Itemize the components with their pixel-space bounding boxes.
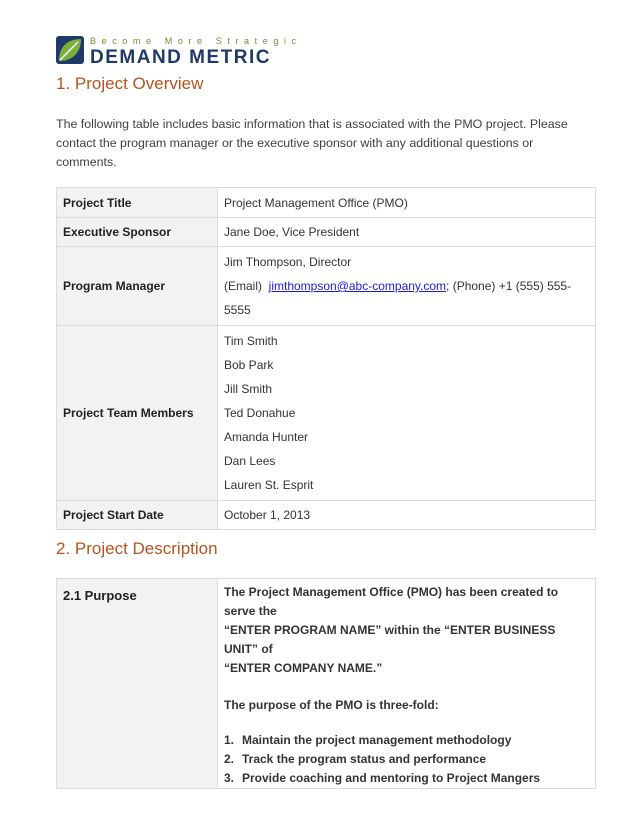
step-text: Maintain the project management methodology [242, 733, 512, 747]
project-description-table [56, 578, 596, 789]
manager-phone: ; (Phone) +1 (555) 555-5555 [224, 279, 572, 317]
team-member: Amanda Hunter [224, 430, 309, 444]
section-heading-overview: 1. Project Overview [56, 74, 204, 93]
table-row [57, 579, 596, 789]
project-title-value: Project Management Office (PMO) [218, 188, 596, 218]
threefold-intro: The purpose of the PMO is three-fold: [224, 698, 439, 712]
purpose-line: The Project Management Office (PMO) has been created to serve the [224, 585, 559, 618]
manager-email-link[interactable]: jimthompson@abc-company.com [268, 279, 447, 293]
manager-contact [224, 274, 589, 322]
row-label: Project Start Date [57, 501, 218, 530]
row-label: Program Manager [57, 247, 218, 326]
team-member: Tim Smith [224, 334, 278, 348]
team-member: Lauren St. Esprit [224, 478, 314, 492]
purpose-steps-list [224, 731, 589, 788]
logo-tagline: Become More Strategic [90, 36, 302, 46]
email-prefix: (Email) [224, 279, 262, 293]
row-label: Project Team Members [57, 326, 218, 501]
table-row [57, 188, 596, 218]
list-item [224, 769, 589, 788]
list-item [224, 731, 589, 750]
step-number: 2. [224, 752, 235, 766]
row-label: Project Title [57, 188, 218, 218]
table-row [57, 501, 596, 530]
sponsor-value: Jane Doe, Vice President [218, 218, 596, 247]
step-text: Track the program status and performance [242, 752, 487, 766]
team-member: Bob Park [224, 358, 274, 372]
step-text: Provide coaching and mentoring to Project Mangers [242, 771, 541, 785]
list-item [224, 750, 589, 769]
team-member: Dan Lees [224, 454, 276, 468]
project-overview-table [56, 187, 596, 530]
table-row [57, 326, 596, 501]
start-date-value: October 1, 2013 [218, 501, 596, 530]
step-number: 1. [224, 733, 235, 747]
table-row [57, 247, 596, 326]
purpose-value [218, 579, 596, 789]
purpose-line: “ENTER PROGRAM NAME” within the “ENTER BUSINESS UNIT” of [224, 623, 556, 656]
section-heading-description: 2. Project Description [56, 539, 218, 558]
team-members-list [218, 326, 596, 501]
overview-intro: The following table includes basic information that is associated with the PMO project. Please contact the program manager or the executive sponsor with any additional questions or comments. [56, 117, 568, 169]
team-member: Ted Donahue [224, 406, 296, 420]
team-member: Jill Smith [224, 382, 273, 396]
manager-value [218, 247, 596, 326]
logo-leaf-icon [56, 36, 84, 64]
purpose-line: “ENTER COMPANY NAME.” [224, 661, 383, 675]
manager-name: Jim Thompson, Director [224, 255, 352, 269]
purpose-label: 2.1 Purpose [57, 579, 218, 789]
table-row [57, 218, 596, 247]
row-label: Executive Sponsor [57, 218, 218, 247]
step-number: 3. [224, 771, 235, 785]
demand-metric-logo [56, 36, 306, 68]
logo-brand: DEMAND METRIC [90, 47, 271, 68]
